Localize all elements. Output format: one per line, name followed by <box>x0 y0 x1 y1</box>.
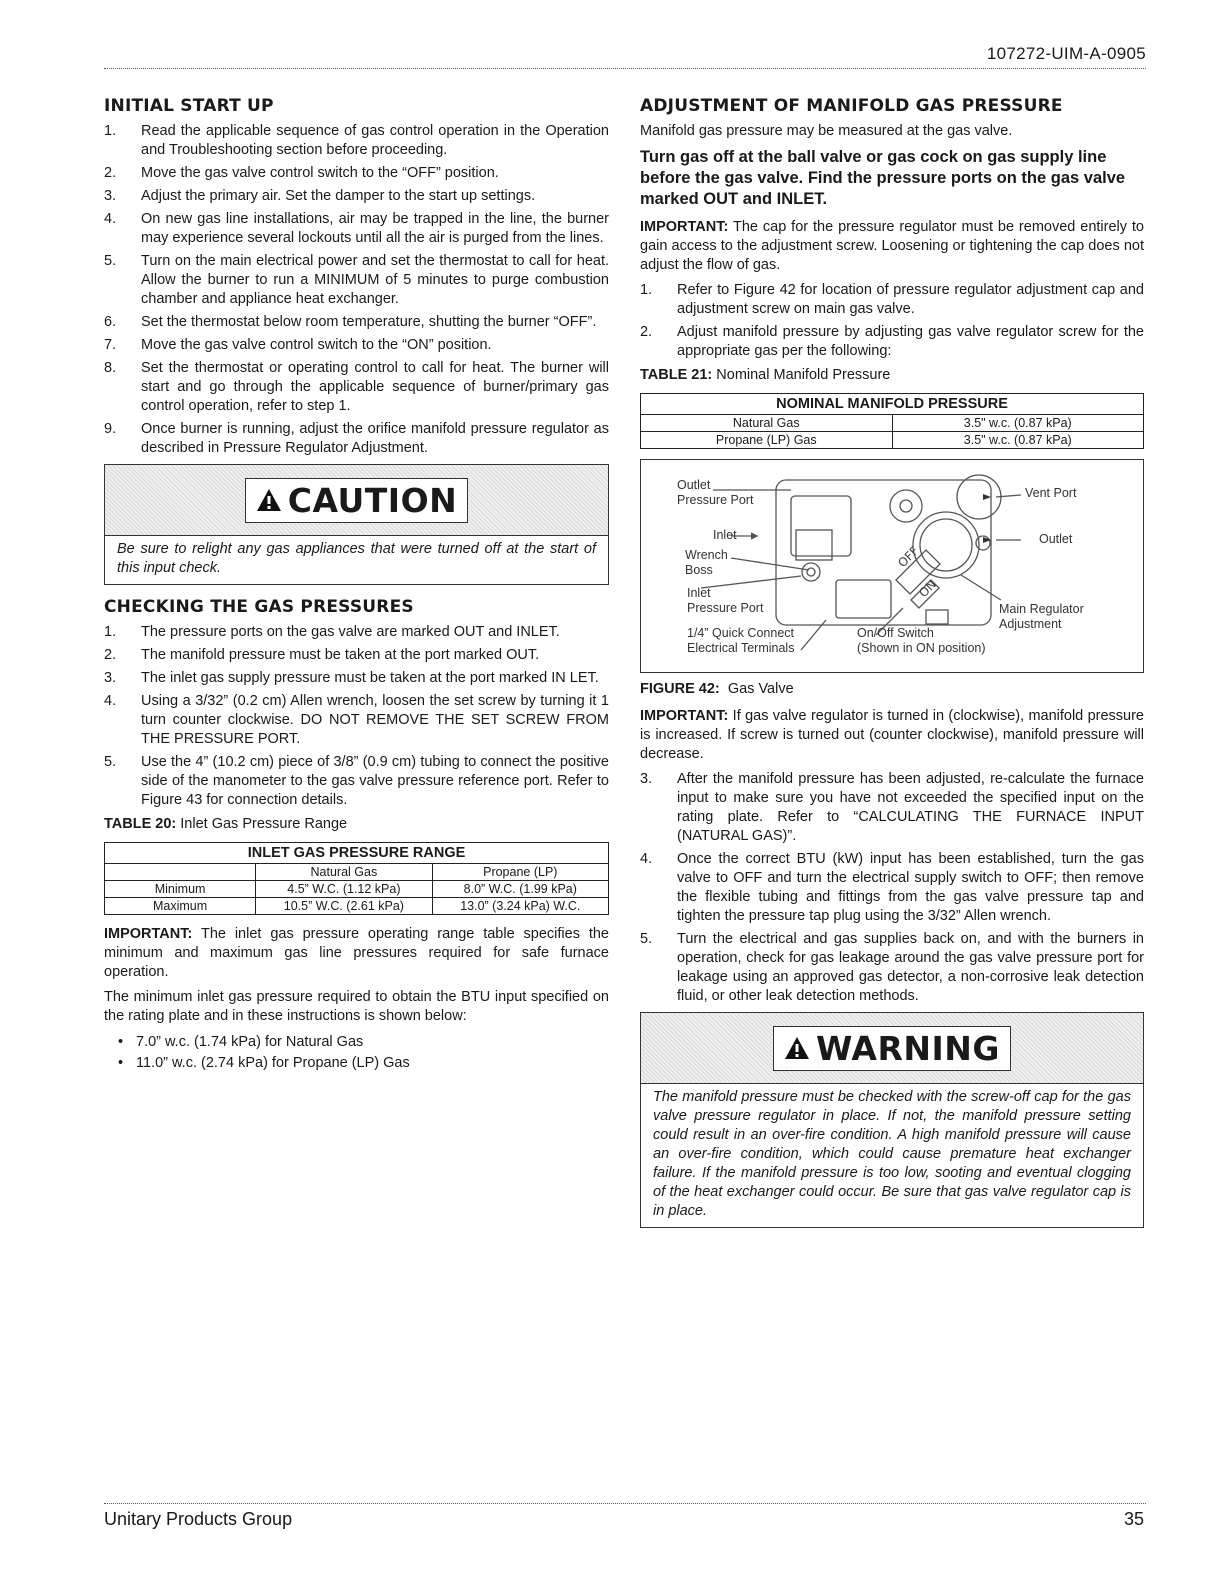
adjustment-heading: ADJUSTMENT OF MANIFOLD GAS PRESSURE <box>640 96 1063 116</box>
outlet-pressure-port-label: Outlet Pressure Port <box>677 478 754 507</box>
list-item: 8. Set the thermostat or operating control to call for heat. The burner will start and go through the applicable sequence of burner/primary gas control operation, refer to step 1. <box>104 360 609 414</box>
list-item: 3. After the manifold pressure has been adjusted, re-calculate the furnace input to make sure you have not exceeded the specified input on the rating plate. Refer to “CALCULATING THE FURNACE INPUT (NATURAL GAS)”. <box>640 771 1144 844</box>
caution-box <box>104 464 609 585</box>
caution-band <box>105 465 608 535</box>
list-item: 4. On new gas line installations, air may be trapped in the line, the burner may experience several lockouts until all the air is purged from the lines. <box>104 211 609 246</box>
important-cap-note: IMPORTANT: The cap for the pressure regulator must be removed entirely to gain access to the adjustment screw. Loosening or tightening the cap does not adjust the flow of gas. <box>640 219 1144 273</box>
list-item: 2. Adjust manifold pressure by adjusting gas valve regulator screw for the appropriate gas per the following: <box>640 324 1144 359</box>
warning-band <box>641 1013 1143 1083</box>
initial-start-up-heading: INITIAL START UP <box>104 96 274 116</box>
list-item: 1. Refer to Figure 42 for location of pressure regulator adjustment cap and adjustment screw on main gas valve. <box>640 282 1144 317</box>
quick-connect-label: 1/4” Quick Connect Electrical Terminals <box>687 626 795 655</box>
post-adjustment-steps <box>640 770 1144 1006</box>
table20-caption: TABLE 20: Inlet Gas Pressure Range <box>104 816 348 832</box>
checking-steps <box>104 623 609 810</box>
list-item: 5. Turn the electrical and gas supplies back on, and with the burners in operation, check for gas leakage around the gas valve pressure port for leakage using an approved gas detector, a non-corrosive leak detection fluid, or other leak detection methods. <box>640 931 1144 1004</box>
list-item: 9. Once burner is running, adjust the orifice manifold pressure regulator as described in Pressure Regulator Adjustment. <box>104 421 609 456</box>
important-inlet-note: IMPORTANT: The inlet gas pressure operating range table specifies the minimum and maximum gas line pressures required for safe furnace operation. <box>104 926 609 980</box>
table-row: Propane (LP) Gas 3.5" w.c. (0.87 kPa) <box>641 432 1144 449</box>
list-item: 1. The pressure ports on the gas valve are marked OUT and INLET. <box>104 624 560 640</box>
main-regulator-label: Main Regulator Adjustment <box>999 602 1084 631</box>
table-row: Maximum 10.5” W.C. (2.61 kPa) 13.0” (3.24 kPa) W.C. <box>105 898 609 915</box>
warning-label: WARNING <box>816 1028 1000 1068</box>
important-regulator-note: IMPORTANT: If gas valve regulator is turned in (clockwise), manifold pressure is increased. If screw is turned out (counter clockwise), manifold pressure will decrease. <box>640 708 1144 762</box>
manifold-pressure-table <box>640 393 1144 449</box>
caution-text: Be sure to relight any gas appliances that were turned off at the start of this input check. <box>105 535 608 584</box>
list-item: 7. Move the gas valve control switch to the “ON” position. <box>104 337 492 353</box>
list-item: 5. Turn on the main electrical power and set the thermostat to call for heat. Allow the burner to run a MINIMUM of 5 minutes to purge combustion chamber and appliance heat exchanger. <box>104 253 609 307</box>
caution-badge <box>245 478 469 523</box>
on-marker: ON <box>916 577 940 601</box>
min-pressure-list <box>118 1032 609 1074</box>
footer-company: Unitary Products Group <box>104 1509 293 1529</box>
page-number: 35 <box>1123 1509 1144 1529</box>
header-divider <box>104 68 1146 69</box>
list-item: 1. Read the applicable sequence of gas control operation in the Operation and Troubleshooting section before proceeding. <box>104 123 609 158</box>
list-item: 5. Use the 4” (10.2 cm) piece of 3/8” (0.9 cm) tubing to connect the positive side of the manometer to the gas valve pressure reference port. Refer to Figure 43 for connection details. <box>104 754 609 808</box>
list-item: 4. Once the correct BTU (kW) input has been established, turn the gas valve to OFF and turn the electrical supply switch to OFF; then remove the flexible tubing and fittings from the gas valve pressure tap and tighten the pressure tap plug using the 3/32” Allen wrench. <box>640 851 1144 924</box>
list-item: 6. Set the thermostat below room temperature, shutting the burner “OFF”. <box>104 314 597 330</box>
list-item: 3. The inlet gas supply pressure must be taken at the port marked IN LET. <box>104 670 599 686</box>
table-row: Minimum 4.5” W.C. (1.12 kPa) 8.0” W.C. (1.99 kPa) <box>105 881 609 898</box>
on-off-switch-label: On/Off Switch (Shown in ON position) <box>857 626 986 655</box>
checking-gas-pressures-heading: CHECKING THE GAS PRESSURES <box>104 597 414 617</box>
min-inlet-text: The minimum inlet gas pressure required to obtain the BTU input specified on the rating plate and in these instructions is shown below: <box>104 989 609 1024</box>
list-item: 3. Adjust the primary air. Set the damper to the start up settings. <box>104 188 536 204</box>
warning-triangle-icon <box>256 488 282 512</box>
caution-label: CAUTION <box>287 480 458 520</box>
list-item: • 11.0” w.c. (2.74 kPa) for Propane (LP) Gas <box>118 1053 609 1074</box>
warning-triangle-icon <box>784 1036 810 1060</box>
list-item: • 7.0” w.c. (1.74 kPa) for Natural Gas <box>118 1032 609 1053</box>
inlet-label: Inlet <box>713 528 737 542</box>
adjustment-intro: Manifold gas pressure may be measured at the gas valve. <box>640 123 1013 139</box>
table-row: Natural Gas 3.5" w.c. (0.87 kPa) <box>641 415 1144 432</box>
left-column <box>104 96 609 1074</box>
adjustment-bold-instruction: Turn gas off at the ball valve or gas cock on gas supply line before the gas valve. Find the pressure ports on the gas valve marked OUT and INLET. <box>640 148 1126 208</box>
warning-text: The manifold pressure must be checked with the screw-off cap for the gas valve pressure regulator in place. If not, the manifold pressure setting could result in an over-fire condition. A high manifold pressure will cause an over-fire condition, which could cause premature heat exchanger failure. If the manifold pressure is too low, sooting and eventual clogging of the heat exchanger could occur. Be sure that gas valve regulator cap is in place. <box>641 1083 1143 1227</box>
table-row: Natural Gas Propane (LP) <box>105 864 609 881</box>
document-id: 107272-UIM-A-0905 <box>986 44 1146 63</box>
right-column <box>640 96 1144 1240</box>
list-item: 4. Using a 3/32” (0.2 cm) Allen wrench, loosen the set screw by turning it 1 turn counter clockwise. DO NOT REMOVE THE SET SCREW FROM THE PRESSURE PORT. <box>104 693 609 747</box>
warning-badge <box>773 1026 1011 1071</box>
table-header: NOMINAL MANIFOLD PRESSURE <box>641 394 1144 415</box>
outlet-label: Outlet <box>1039 532 1073 546</box>
initial-start-up-steps <box>104 122 609 458</box>
table21-caption: TABLE 21: Nominal Manifold Pressure <box>640 367 891 383</box>
gas-valve-figure <box>640 459 1144 673</box>
warning-box <box>640 1012 1144 1228</box>
list-item: 2. The manifold pressure must be taken at the port marked OUT. <box>104 647 540 663</box>
list-item: 2. Move the gas valve control switch to the “OFF” position. <box>104 165 499 181</box>
off-marker: OFF <box>895 543 922 571</box>
figure42-caption: FIGURE 42: Gas Valve <box>640 681 794 697</box>
inlet-pressure-table <box>104 842 609 915</box>
vent-port-label: Vent Port <box>1025 486 1077 500</box>
table-header: INLET GAS PRESSURE RANGE <box>105 843 609 864</box>
wrench-boss-label: Wrench Boss <box>685 548 728 577</box>
inlet-pressure-port-label: Inlet Pressure Port <box>687 586 764 615</box>
footer-divider <box>104 1503 1146 1504</box>
adjustment-steps <box>640 281 1144 361</box>
